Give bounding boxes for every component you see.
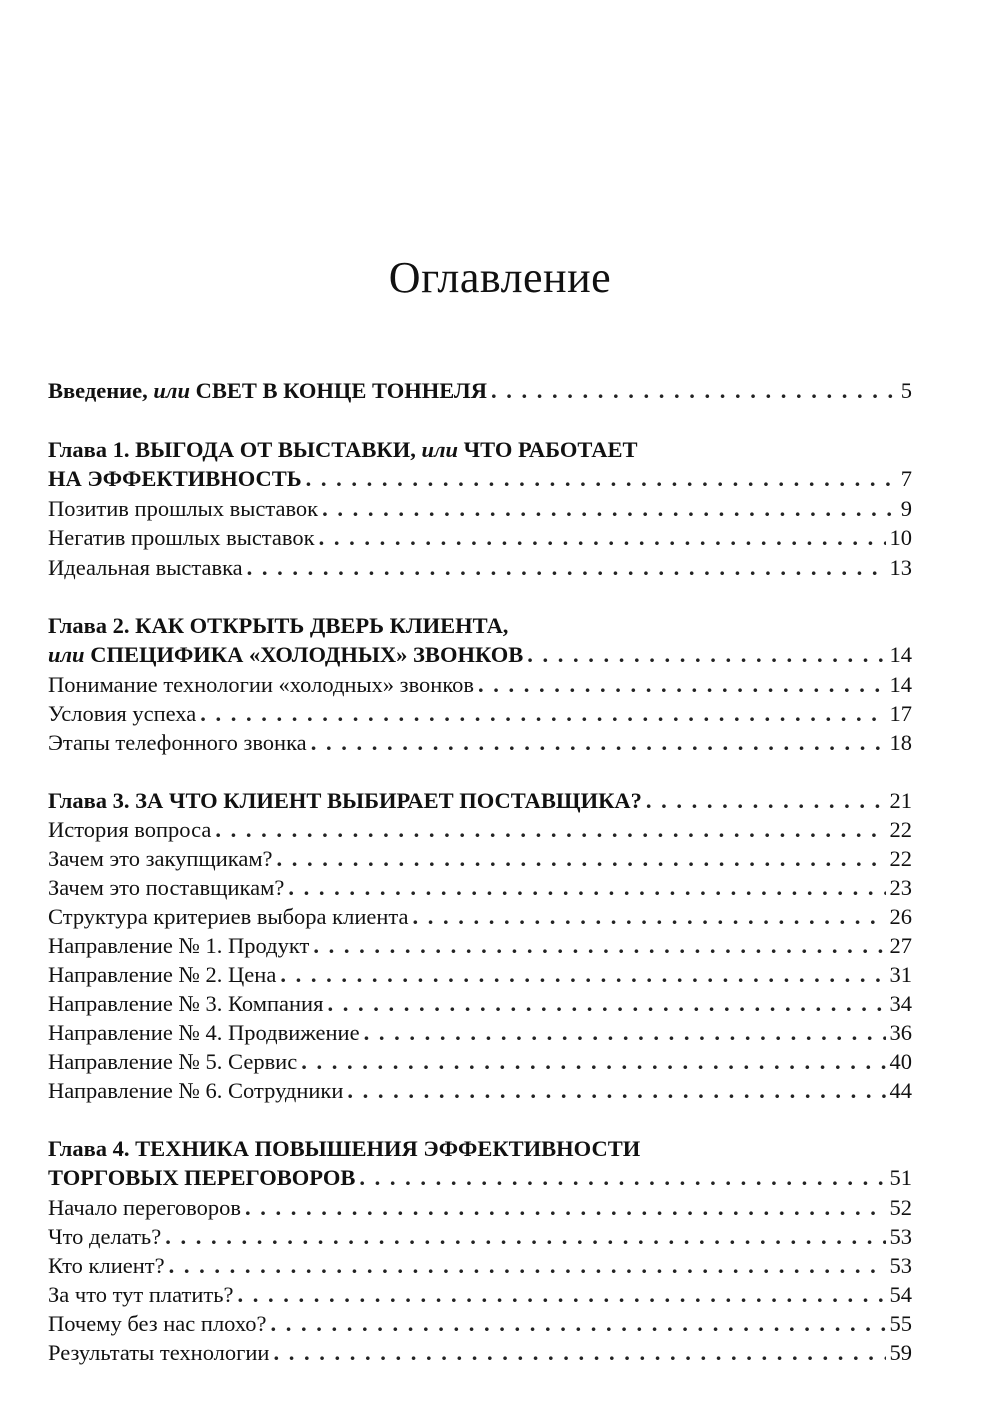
toc-entry-section[interactable]: Направление № 3. Компания . . . 34 (48, 989, 912, 1019)
dot-leader (288, 873, 885, 903)
toc-entry-section[interactable]: Направление № 6. Сотрудники . . . 44 (48, 1076, 912, 1106)
dot-leader (322, 494, 897, 524)
dot-leader (527, 640, 885, 670)
toc-entry-section[interactable]: Структура критериев выбора клиента . . . 26 (48, 902, 912, 932)
toc-entry-chapter-2[interactable] (48, 640, 912, 670)
dot-leader (319, 523, 886, 553)
toc-entry-section[interactable]: Условия успеха . . . 17 (48, 699, 912, 729)
dot-leader (165, 1222, 885, 1252)
toc-entry-label: Введение, или СВЕТ В КОНЦЕ ТОННЕЛЯ (48, 378, 487, 403)
toc-entry-section[interactable]: Почему без нас плохо? . . . 55 (48, 1309, 912, 1339)
dot-leader (311, 728, 886, 758)
toc-entry-section[interactable]: Направление № 2. Цена . . . 31 (48, 960, 912, 990)
dot-leader (306, 464, 897, 494)
toc-entry-section[interactable]: Зачем это закупщикам? . . . 22 (48, 844, 912, 874)
toc-entry-intro[interactable] (48, 376, 912, 406)
toc-entry-section[interactable]: Направление № 4. Продвижение . . . 36 (48, 1018, 912, 1048)
chapter-3-title: Глава 3. ЗА ЧТО КЛИЕНТ ВЫБИРАЕТ ПОСТАВЩИКА? (48, 788, 642, 813)
toc-page-number: 21 (889, 788, 912, 813)
dot-leader (237, 1280, 885, 1310)
dot-leader (200, 699, 885, 729)
dot-leader (247, 553, 886, 583)
dot-leader (313, 931, 885, 961)
dot-leader (280, 960, 885, 990)
toc-entry-section[interactable]: Начало переговоров . . . 52 (48, 1193, 912, 1223)
dot-leader (478, 670, 886, 700)
page-title: Оглавление (388, 253, 612, 302)
toc-page-number: 7 (900, 466, 912, 491)
toc-entry-section[interactable]: Направление № 1. Продукт . . . 27 (48, 931, 912, 961)
toc-entry-section[interactable]: Идеальная выставка . . . 13 (48, 553, 912, 583)
toc-entry-chapter-4[interactable] (48, 1163, 912, 1193)
chapter-1-title-line-1: Глава 1. ВЫГОДА ОТ ВЫСТАВКИ, или ЧТО РАБОТАЕТ (48, 437, 638, 462)
chapter-1-title-line-2: НА ЭФФЕКТИВНОСТЬ (48, 466, 302, 491)
dot-leader (491, 376, 897, 406)
toc-entry-section[interactable]: Результаты технологии . . . 59 (48, 1338, 912, 1368)
dot-leader (327, 989, 885, 1019)
toc-entry-section[interactable]: Этапы телефонного звонка . . . 18 (48, 728, 912, 758)
toc-page-number: 5 (900, 378, 912, 403)
toc-entry-section[interactable]: Кто клиент? . . . 53 (48, 1251, 912, 1281)
chapter-4-title-line-2: ТОРГОВЫХ ПЕРЕГОВОРОВ (48, 1165, 356, 1190)
toc-entry-section[interactable]: За что тут платить? . . . 54 (48, 1280, 912, 1310)
toc-entry-section[interactable]: Понимание технологии «холодных» звонков . . . 14 (48, 670, 912, 700)
toc-entry-chapter-3[interactable] (48, 786, 912, 816)
dot-leader (364, 1018, 886, 1048)
dot-leader (169, 1251, 886, 1281)
dot-leader (271, 1309, 886, 1339)
dot-leader (215, 815, 885, 845)
dot-leader (301, 1047, 885, 1077)
toc-entry-section[interactable]: Зачем это поставщикам? . . . 23 (48, 873, 912, 903)
dot-leader (359, 1163, 885, 1193)
dot-leader (347, 1076, 885, 1106)
toc-page-number: 14 (889, 642, 912, 667)
toc-entry-section[interactable]: Направление № 5. Сервис . . . 40 (48, 1047, 912, 1077)
dot-leader (245, 1193, 886, 1223)
toc-entry-section[interactable]: История вопроса . . . 22 (48, 815, 912, 845)
toc-page-number: 51 (889, 1165, 912, 1190)
dot-leader (277, 844, 886, 874)
toc-entry-chapter-1[interactable] (48, 464, 912, 494)
dot-leader (273, 1338, 885, 1368)
dot-leader (413, 902, 886, 932)
chapter-2-title-line-2: или СПЕЦИФИКА «ХОЛОДНЫХ» ЗВОНКОВ (48, 642, 524, 667)
dot-leader (646, 786, 886, 816)
toc-entry-section[interactable]: Позитив прошлых выставок . . . 9 (48, 494, 912, 524)
toc-entry-section[interactable]: Что делать? . . . 53 (48, 1222, 912, 1252)
chapter-4-title-line-1: Глава 4. ТЕХНИКА ПОВЫШЕНИЯ ЭФФЕКТИВНОСТИ (48, 1136, 641, 1161)
toc-entry-section[interactable]: Негатив прошлых выставок . . . 10 (48, 523, 912, 553)
chapter-2-title-line-1: Глава 2. КАК ОТКРЫТЬ ДВЕРЬ КЛИЕНТА, (48, 613, 509, 638)
